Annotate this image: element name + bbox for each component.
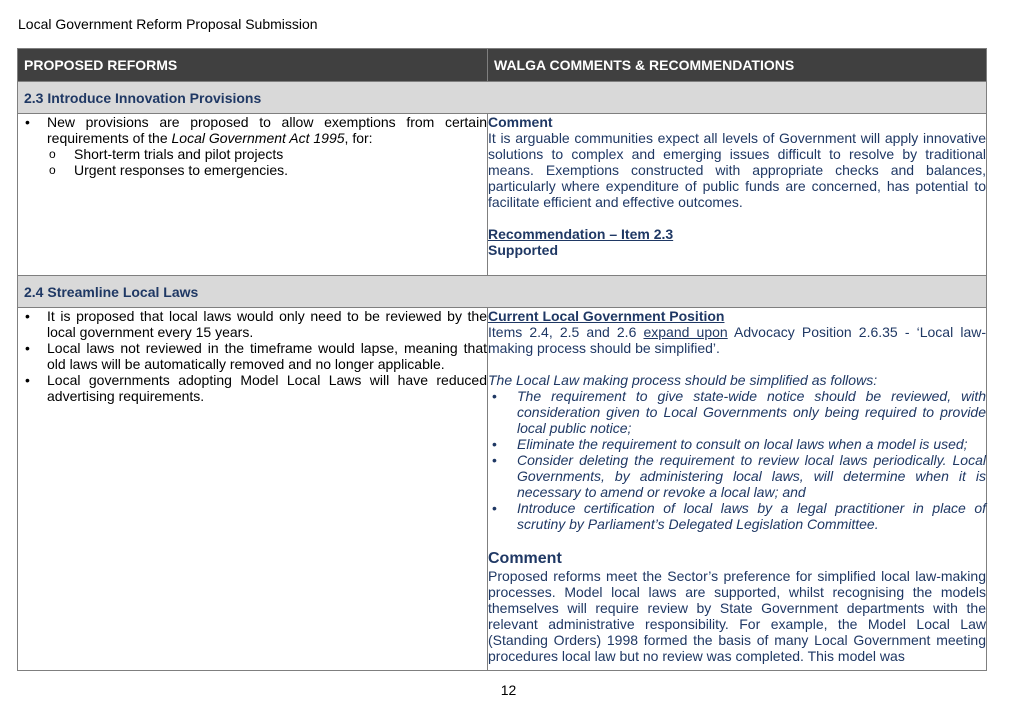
- proposed-reform-cell-2-4: [18, 308, 488, 671]
- position-text-end: Advocacy Position 2.6.35 - ‘Local law-making process should be simplified’.: [488, 324, 986, 356]
- bullet-text-end: , for:: [344, 130, 373, 146]
- comment-text: It is arguable communities expect all levels of Government will apply innovative solutions to complex and emerging issues difficult to resolve by traditional means. Exemptions constructed with appropriate checks and balances, particularly where expenditure of public funds are concerned, has potential to facilitate efficient and effective outcomes.: [488, 130, 986, 210]
- section-title-2-3: 2.3 Introduce Innovation Provisions: [18, 82, 987, 114]
- bullet-text: New provisions are proposed to allow exemptions from certain requirements of the: [47, 114, 487, 146]
- document-header-title: Local Government Reform Proposal Submission: [18, 16, 318, 32]
- walga-comment-cell-2-3: [488, 114, 987, 276]
- proposed-reform-list-2-4: [18, 308, 487, 404]
- list-item: [18, 114, 487, 178]
- column-header-walga-comments: WALGA COMMENTS & RECOMMENDATIONS: [488, 49, 987, 82]
- comment-heading: Comment: [488, 114, 553, 130]
- table-header-row: [18, 49, 987, 82]
- section-row-2-4: [18, 276, 987, 308]
- proposed-reform-list-2-3: [18, 114, 487, 178]
- section-title-2-4: 2.4 Streamline Local Laws: [18, 276, 987, 308]
- list-item: • Local laws not reviewed in the timeframe would lapse, meaning that old laws will be automatically removed and no longer applicable.: [18, 340, 487, 372]
- position-text-start: Items 2.4, 2.5 and 2.6: [488, 324, 644, 340]
- list-item: • It is proposed that local laws would only need to be reviewed by the local government every 15 years.: [18, 308, 487, 340]
- comment-text: Proposed reforms meet the Sector’s preference for simplified local law-making processes. Model local laws are supported, whilst recognising the models themselves will require review by State Government departments with the relevant administrative responsibility. For example, the Model Local Law (Standing Orders) 1998 formed the basis of many Local Government meeting procedures local law but no review was completed. This model was: [488, 568, 986, 664]
- list-item: • Consider deleting the requirement to review local laws periodically. Local Governments, by administering local laws, will determine when it is necessary to amend or revoke a local law; and: [488, 452, 986, 500]
- list-item: • The requirement to give state-wide notice should be reviewed, with consideration given to Local Governments only being required to provide local public notice;: [488, 388, 986, 436]
- section-row-2-3: [18, 82, 987, 114]
- section-body-2-3: [18, 114, 987, 276]
- position-heading: Current Local Government Position: [488, 308, 725, 324]
- list-item: • Local governments adopting Model Local Laws will have reduced advertising requirements.: [18, 372, 487, 404]
- reform-table: [17, 48, 987, 671]
- sub-list: [47, 146, 487, 178]
- position-text: [488, 324, 986, 356]
- sub-list-item: o Short-term trials and pilot projects: [47, 146, 487, 162]
- proposed-reform-cell-2-3: [18, 114, 488, 276]
- recommendation-value: Supported: [488, 242, 558, 258]
- walga-comment-cell-2-4: [488, 308, 987, 671]
- recommendation-heading: Recommendation – Item 2.3: [488, 226, 674, 242]
- section-body-2-4: [18, 308, 987, 671]
- local-law-intro: The Local Law making process should be simplified as follows:: [488, 372, 878, 388]
- sub-list-item: o Urgent responses to emergencies.: [47, 162, 487, 178]
- page-number: 12: [500, 682, 517, 698]
- list-item: • Eliminate the requirement to consult on local laws when a model is used;: [488, 436, 986, 452]
- expand-upon-link[interactable]: expand upon: [643, 324, 728, 340]
- column-header-proposed-reforms: PROPOSED REFORMS: [18, 49, 488, 82]
- list-item: • Introduce certification of local laws by a legal practitioner in place of scrutiny by Parliament’s Delegated Legislation Committee.: [488, 500, 986, 532]
- act-name: Local Government Act 1995: [171, 130, 345, 146]
- comment-heading-large: Comment: [488, 550, 562, 567]
- local-law-list: [488, 388, 986, 532]
